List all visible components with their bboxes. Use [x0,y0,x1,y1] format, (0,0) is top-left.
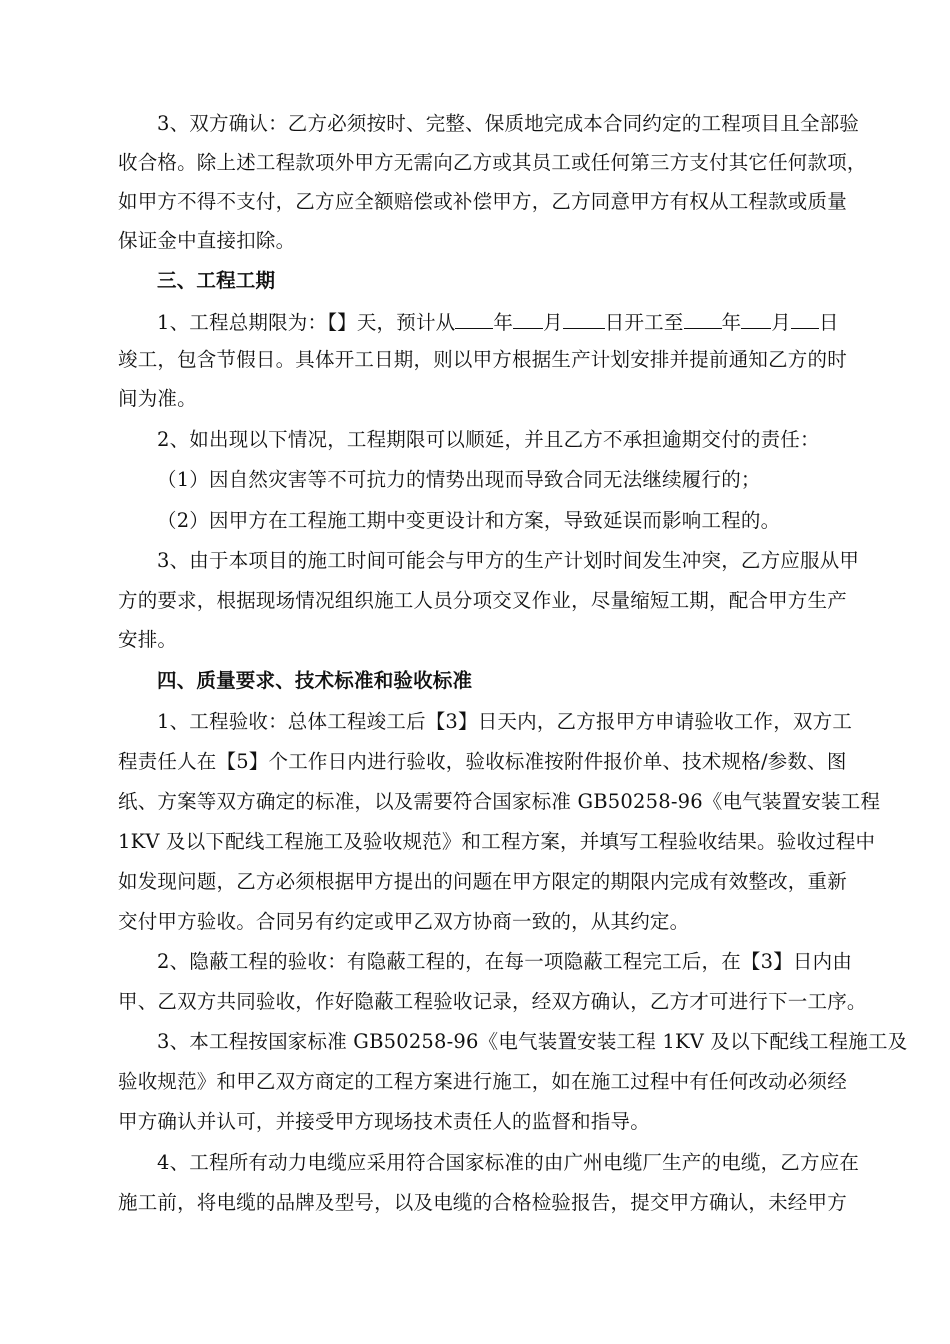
paragraph-line: 竣工，包含节假日。具体开工日期，则以甲方根据生产计划安排并提前通知乙方的时 [118,348,847,371]
blank-line [741,308,771,329]
date-label: 年 [721,311,742,334]
paragraph-line: 4、工程所有动力电缆应采用符合国家标准的由广州电缆厂生产的电缆，乙方应在 [157,1151,860,1174]
paragraph-line: 验收规范》和甲乙双方商定的工程方案进行施工，如在施工过程中有任何改动必须经 [118,1070,847,1093]
list-item: （2）因甲方在工程施工期中变更设计和方案，导致延误而影响工程的。 [157,509,781,532]
blank-line [684,308,722,329]
paragraph-line: 1、工程验收：总体工程竣工后【3】日天内，乙方报甲方申请验收工作，双方工 [157,710,853,733]
blank-line [563,308,605,329]
paragraph-line: 交付甲方验收。合同另有约定或甲乙双方协商一致的，从其约定。 [118,910,690,933]
paragraph-line: 如发现问题，乙方必须根据甲方提出的问题在甲方限定的期限内完成有效整改，重新 [118,870,847,893]
date-label: 月 [543,311,563,334]
paragraph-line: 3、本工程按国家标准 GB50258-96《电气装置安装工程 1KV 及以下配线工程施工及 [157,1030,908,1053]
paragraph-line: 甲、乙双方共同验收，作好隐蔽工程验收记录，经双方确认，乙方才可进行下一工序。 [118,990,867,1013]
paragraph-line: 保证金中直接扣除。 [118,229,296,252]
paragraph-line: 2、隐蔽工程的验收：有隐蔽工程的，在每一项隐蔽工程完工后，在【3】日内由 [157,950,853,973]
section-heading: 四、质量要求、技术标准和验收标准 [157,669,473,692]
paragraph-text: 1、工程总期限为：【】天，预计从 [157,311,456,334]
paragraph-line: 3、由于本项目的施工时间可能会与甲方的生产计划时间发生冲突，乙方应服从甲 [157,549,860,572]
date-label: 月 [771,311,791,334]
paragraph-line: 如甲方不得不支付，乙方应全额赔偿或补偿甲方，乙方同意甲方有权从工程款或质量 [118,190,847,213]
paragraph-line: 2、如出现以下情况，工程期限可以顺延，并且乙方不承担逾期交付的责任： [157,428,820,451]
blank-line [513,308,543,329]
paragraph-line: 方的要求，根据现场情况组织施工人员分项交叉作业，尽量缩短工期，配合甲方生产 [118,589,847,612]
paragraph-line: 间为准。 [118,387,197,410]
paragraph-line: 程责任人在【5】个工作日内进行验收，验收标准按附件报价单、技术规格/参数、图 [118,750,847,773]
paragraph-line: 施工前，将电缆的品牌及型号，以及电缆的合格检验报告，提交甲方确认，未经甲方 [118,1191,847,1214]
paragraph-line: 安排。 [118,628,178,651]
date-label: 日开工至 [604,311,684,334]
paragraph-line: 纸、方案等双方确定的标准，以及需要符合国家标准 GB50258-96《电气装置安装工程 [118,790,881,813]
paragraph-line-with-blanks [157,308,839,336]
paragraph-line: 3、双方确认：乙方必须按时、完整、保质地完成本合同约定的工程项目且全部验 [157,112,860,135]
date-label: 日 [818,311,839,334]
paragraph-line: 甲方确认并认可，并接受甲方现场技术责任人的监督和指导。 [118,1110,650,1133]
blank-line [455,308,493,329]
paragraph-line: 1KV 及以下配线工程施工及验收规范》和工程方案，并填写工程验收结果。验收过程中 [118,830,876,853]
section-heading: 三、工程工期 [157,269,276,292]
list-item: （1）因自然灾害等不可抗力的情势出现而导致合同无法继续履行的； [157,468,761,491]
date-label: 年 [493,311,514,334]
blank-line [791,308,819,329]
paragraph-line: 收合格。除上述工程款项外甲方无需向乙方或其员工或任何第三方支付其它任何款项， [118,151,867,174]
